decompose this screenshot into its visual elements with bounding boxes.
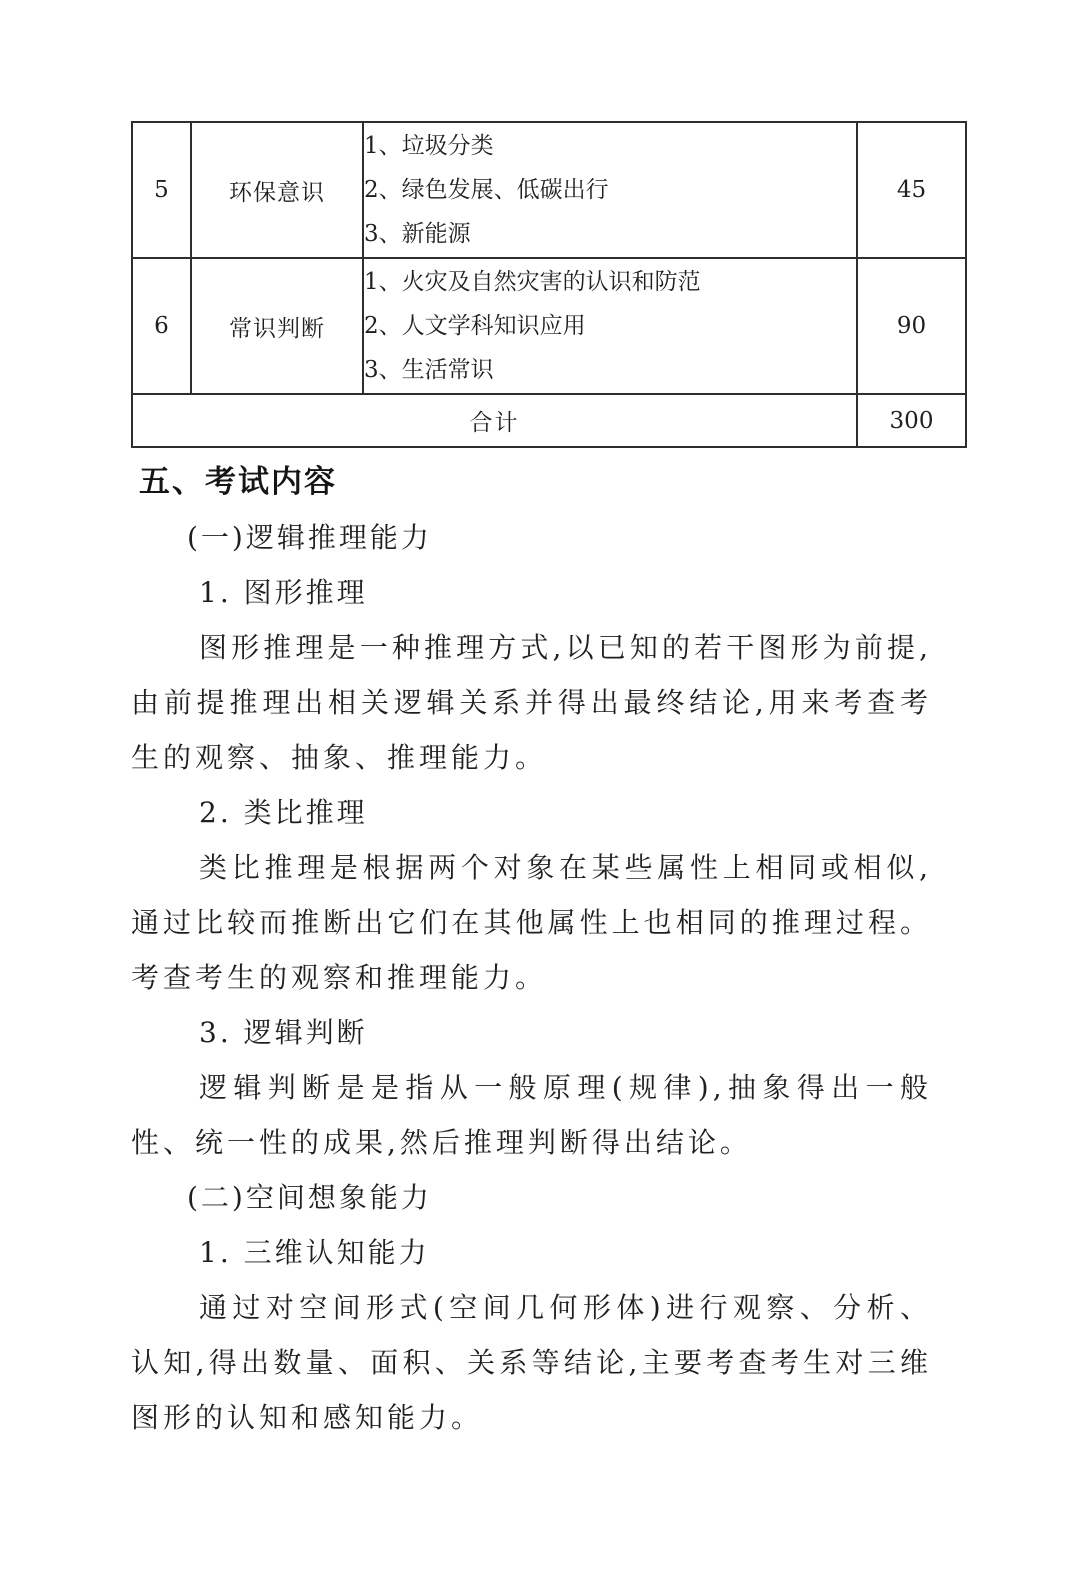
exam-structure-table [131,121,967,448]
total-score: 300 [857,394,966,447]
topic-item: 2、绿色发展、低碳出行 [364,177,609,203]
paragraph: 图形推理是一种推理方式,以已知的若干图形为前提,由前提推理出相关逻辑关系并得出最终结论,用来考查考生的观察、抽象、推理能力。 [131,631,932,774]
subsection-heading: (一)逻辑推理能力 [187,521,432,554]
subsection-heading: (二)空间想象能力 [187,1181,432,1214]
numbered-item: 2. 类比推理 [199,796,368,829]
topic-list-cell [363,258,857,394]
topic-item: 1、火灾及自然灾害的认识和防范 [364,269,701,295]
table-row-6 [132,258,966,394]
topic-item: 1、垃圾分类 [364,133,494,159]
paragraph: 逻辑判断是是指从一般原理(规律),抽象得出一般性、统一性的成果,然后推理判断得出结论。 [131,1071,932,1159]
topic-item: 2、人文学科知识应用 [364,313,586,339]
section-heading: 五、考试内容 [139,464,337,500]
category-cell: 环保意识 [191,122,363,258]
document-body [131,455,932,1445]
topic-item: 3、新能源 [364,221,471,247]
numbered-item: 1. 图形推理 [199,576,368,609]
row-number: 5 [132,122,191,258]
row-number: 6 [132,258,191,394]
numbered-item: 3. 逻辑判断 [199,1016,368,1049]
topic-item: 3、生活常识 [364,357,494,383]
paragraph: 通过对空间形式(空间几何形体)进行观察、分析、认知,得出数量、面积、关系等结论,主要考查考生对三维图形的认知和感知能力。 [131,1291,932,1434]
category-cell: 常识判断 [191,258,363,394]
numbered-item: 1. 三维认知能力 [199,1236,430,1269]
total-label: 合计 [132,394,857,447]
score-cell: 90 [857,258,966,394]
paragraph: 类比推理是根据两个对象在某些属性上相同或相似,通过比较而推断出它们在其他属性上也相同的推理过程。考查考生的观察和推理能力。 [131,851,932,994]
total-row [132,394,966,447]
topic-list-cell [363,122,857,258]
table-row-5 [132,122,966,258]
score-cell: 45 [857,122,966,258]
